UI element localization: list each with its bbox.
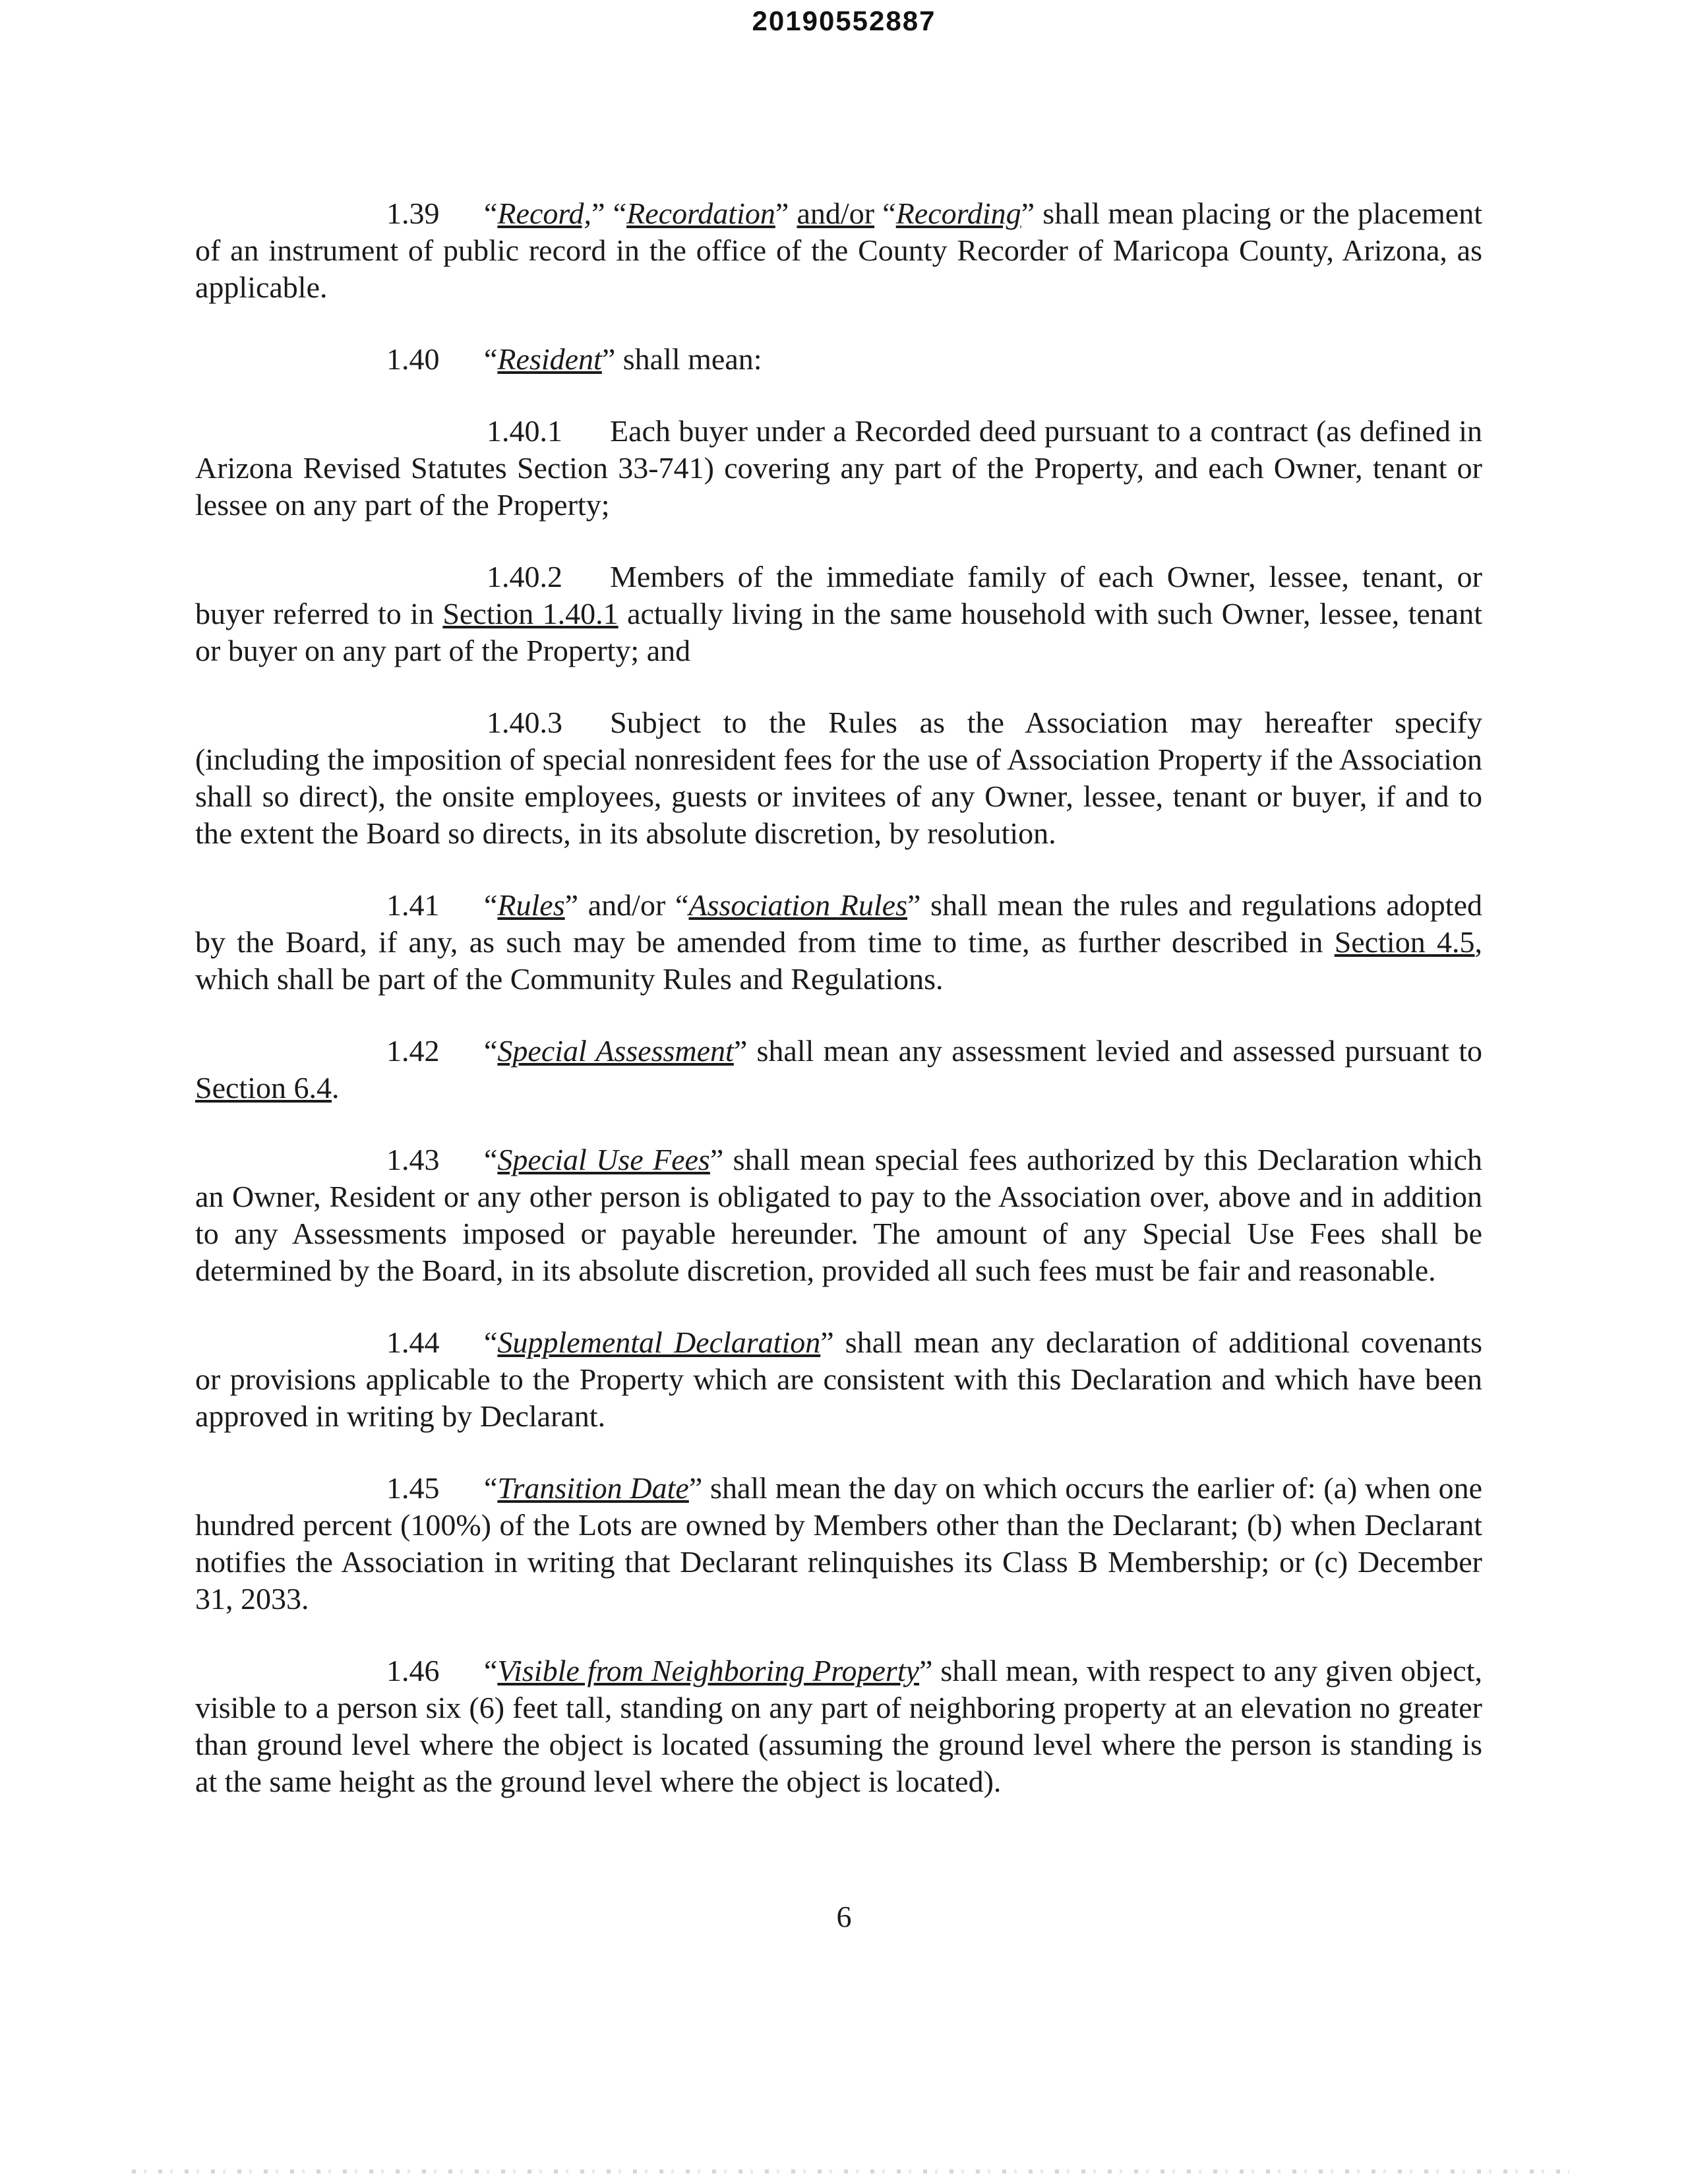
defined-term-visible-from-neighboring-property: Visible from Neighboring Property bbox=[497, 1654, 920, 1687]
section-number: 1.43 bbox=[386, 1143, 440, 1176]
definition-text: shall mean the rules and regulations adopted by the Board, if any, as such may be amended from time to time, as further described in bbox=[195, 888, 1482, 959]
section-reference: Section 1.40.1 bbox=[442, 597, 618, 630]
section-reference: Section 6.4 bbox=[195, 1071, 332, 1105]
definition-text: Subject to the Rules as the Association may hereafter specify (including the imposition of special nonresident fees for the use of Association Property if the Association shall so direct), the onsite employees, guests or invitees of any Owner, lessee, tenant or buyer, if and to the extent the Board so directs, in its absolute discretion, by resolution. bbox=[195, 706, 1482, 850]
definition-text: , which shall be part of the Community Rules and Regulations. bbox=[195, 925, 1483, 996]
definition-text: shall mean special fees authorized by this Declaration which an Owner, Resident or any other person is obligated to pay to the Association over, above and in addition to any Assessments imposed or payable hereunder. The amount of any Special Use Fees shall be determined by the Board, in its absolute discretion, provided all such fees must be fair and reasonable. bbox=[195, 1143, 1482, 1287]
section-1-41: 1.41 “Rules” and/or “Association Rules” shall mean the rules and regulations adopted by the Board, if any, as such may be amended from time to time, as further described in Section 4.5, which shall be part of the Community Rules and Regulations. bbox=[195, 888, 1483, 996]
defined-term-special-assessment: Special Assessment bbox=[497, 1034, 734, 1068]
definition-text: actually living in the same household with such Owner, lessee, tenant or buyer on any part of the Property; and bbox=[195, 597, 1482, 667]
section-1-40-1 bbox=[195, 413, 1482, 524]
section-number: 1.39 bbox=[386, 197, 440, 230]
defined-term-record: Record, bbox=[497, 197, 592, 230]
defined-term-recording: Recording bbox=[895, 197, 1021, 230]
defined-term-recordation: Recordation bbox=[626, 197, 775, 230]
section-1-40-3 bbox=[195, 704, 1482, 852]
scan-artifact-line bbox=[132, 2169, 1569, 2173]
defined-term-transition-date: Transition Date bbox=[497, 1471, 689, 1505]
section-number: 1.45 bbox=[386, 1471, 440, 1505]
document-body bbox=[195, 195, 1482, 1835]
section-1-39: 1.39 “Record,” “Recordation” and/or “Recording” shall mean placing or the placement of an instrument of public record in the office of the County Recorder of Maricopa County, Arizona, as applicable. bbox=[195, 197, 1482, 304]
section-number: 1.40.2 bbox=[487, 560, 562, 593]
section-number: 1.42 bbox=[386, 1034, 440, 1068]
section-reference: Section 4.5 bbox=[1334, 925, 1475, 959]
definition-text: Each buyer under a Recorded deed pursuant to a contract (as defined in Arizona Revised Statutes Section 33-741) covering any part of the Property, and each Owner, tenant or lessee on any part of the Property; bbox=[195, 414, 1482, 522]
section-1-40-2 bbox=[195, 559, 1482, 669]
definition-text: shall mean, with respect to any given object, visible to a person six (6) feet tall, standing on any part of neighboring property at an elevation no greater than ground level where the object is located (assuming the ground level where the person is standing is at the same height as the ground level where the object is located). bbox=[195, 1654, 1482, 1798]
section-number: 1.41 bbox=[386, 888, 440, 922]
definition-text: shall mean any declaration of additional covenants or provisions applicable to the Property which are consistent with this Declaration and which have been approved in writing by Declarant. bbox=[195, 1325, 1482, 1433]
section-number: 1.40.1 bbox=[487, 414, 562, 448]
defined-term-supplemental-declaration: Supplemental Declaration bbox=[497, 1325, 821, 1359]
andor-text: and/or bbox=[797, 197, 875, 230]
section-1-45: 1.45 “Transition Date” shall mean the day on which occurs the earlier of: (a) when one hundred percent (100%) of the Lots are owned by Members other than the Declarant; (b) when Declarant notifies the Association in writing that Declarant relinquishes its Class B Membership; or (c) December 31, 2033. bbox=[195, 1471, 1482, 1616]
section-number: 1.46 bbox=[386, 1654, 440, 1687]
section-1-40: 1.40 “Resident” shall mean: bbox=[195, 341, 1482, 378]
section-1-43: 1.43 “Special Use Fees” shall mean special fees authorized by this Declaration which an Owner, Resident or any other person is obligated to pay to the Association over, above and in addition to any Assessments imposed or payable hereunder. The amount of any Special Use Fees shall be determined by the Board, in its absolute discretion, provided all such fees must be fair and reasonable. bbox=[195, 1143, 1482, 1287]
section-number: 1.44 bbox=[386, 1325, 440, 1359]
section-number: 1.40 bbox=[386, 342, 440, 376]
andor-text: and/or bbox=[588, 888, 666, 922]
section-1-42: 1.42 “Special Assessment” shall mean any assessment levied and assessed pursuant to Section 6.4. bbox=[195, 1034, 1482, 1105]
defined-term-rules: Rules bbox=[497, 888, 565, 922]
section-1-44: 1.44 “Supplemental Declaration” shall mean any declaration of additional covenants or provisions applicable to the Property which are consistent with this Declaration and which have been approved in writing by Declarant. bbox=[195, 1325, 1482, 1433]
definition-text: shall mean the day on which occurs the earlier of: (a) when one hundred percent (100%) of the Lots are owned by Members other than the Declarant; (b) when Declarant notifies the Association in writing that Declarant relinquishes its Class B Membership; or (c) December 31, 2033. bbox=[195, 1471, 1482, 1616]
definition-text: shall mean placing or the placement of an instrument of public record in the office of the County Recorder of Maricopa County, Arizona, as applicable. bbox=[195, 197, 1482, 304]
definition-text: shall mean: bbox=[615, 342, 762, 376]
section-number: 1.40.3 bbox=[487, 706, 562, 739]
defined-term-special-use-fees: Special Use Fees bbox=[497, 1143, 710, 1176]
definition-text: shall mean any assessment levied and assessed pursuant to bbox=[747, 1034, 1482, 1068]
definition-text: . bbox=[331, 1071, 340, 1105]
page-number: 6 bbox=[836, 1900, 852, 1933]
definition-text: Members of the immediate family of each Owner, lessee, tenant, or buyer referred to in bbox=[195, 560, 1482, 630]
defined-term-association-rules: Association Rules bbox=[688, 888, 907, 922]
section-1-46: 1.46 “Visible from Neighboring Property” shall mean, with respect to any given object, visible to a person six (6) feet tall, standing on any part of neighboring property at an elevation no greater than ground level where the object is located (assuming the ground level where the person is standing is at the same height as the ground level where the object is located). bbox=[195, 1654, 1482, 1798]
document-number: 20190552887 bbox=[752, 5, 936, 36]
defined-term-resident: Resident bbox=[497, 342, 602, 376]
